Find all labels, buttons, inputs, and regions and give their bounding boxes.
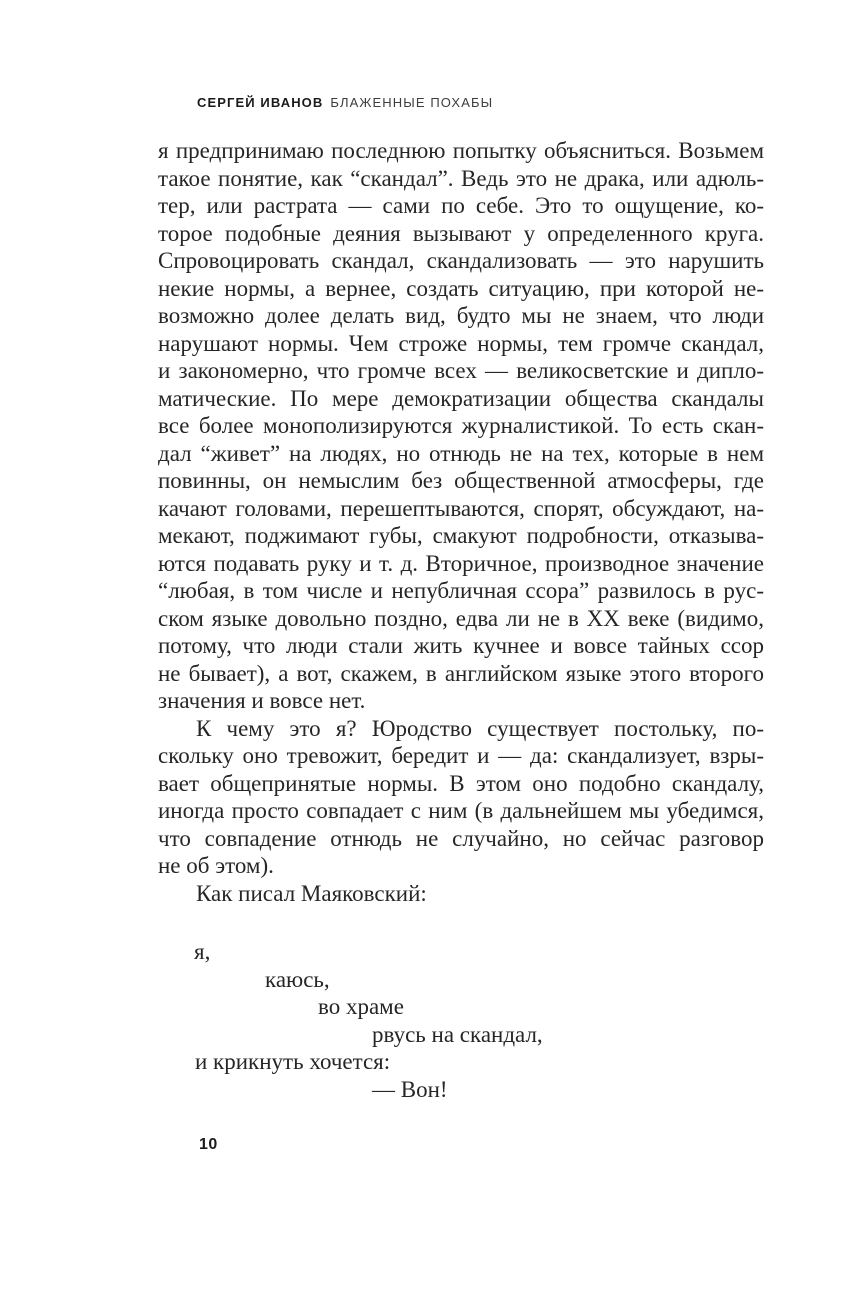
running-head-book-title: БЛАЖЕННЫЕ ПОХАБЫ xyxy=(330,95,494,110)
paragraph-2 xyxy=(158,715,764,880)
text-line: повинны, он немыслим без общественной атмосферы, где xyxy=(158,468,764,493)
mayakovsky-poem-quote xyxy=(158,938,764,1103)
text-line: нарушают нормы. Чем строже нормы, тем громче скандал, xyxy=(158,330,764,356)
poem-line: — Вон! xyxy=(372,1076,448,1102)
text-line: я предпринимаю последнюю попытку объясниться. Возьмем xyxy=(158,138,764,163)
text-line: дал “живет” на людях, но отнюдь не на тех, которые в нем xyxy=(158,440,764,466)
page-number: 10 xyxy=(199,1136,218,1153)
poem-line: каюсь, xyxy=(265,966,330,992)
poem-line: и крикнуть хочется: xyxy=(195,1049,391,1074)
text-line: К чему это я? Юродство существует постольку, по- xyxy=(196,715,764,741)
text-line: значения и вовсе нет. xyxy=(158,688,366,713)
text-line: Спровоцировать скандал, скандализовать — это нарушить xyxy=(158,248,764,273)
text-line: Как писал Маяковский: xyxy=(196,880,427,906)
text-line: что совпадение отнюдь не случайно, но сейчас разговор xyxy=(158,825,764,851)
text-line: не бывает), а вот, скажем, в английском языке этого второго xyxy=(158,660,764,686)
poem-line: рвусь на скандал, xyxy=(372,1021,543,1047)
text-line: торое подобные деяния вызывают у определенного круга. xyxy=(158,220,764,246)
paragraph-3 xyxy=(158,880,764,908)
running-head xyxy=(197,95,493,110)
text-line: скольку оно тревожит, бередит и — да: скандализует, взры- xyxy=(158,743,764,768)
poem-line: во храме xyxy=(318,994,404,1019)
text-line: вает общепринятые нормы. В этом оно подобно скандалу, xyxy=(158,770,764,796)
text-line: все более монополизируются журналистикой. То есть скан- xyxy=(158,413,764,438)
text-line: некие нормы, а вернее, создать ситуацию, при которой не- xyxy=(158,275,764,301)
text-line: качают головами, перешептываются, спорят, обсуждают, на- xyxy=(158,495,764,521)
text-line: иногда просто совпадает с ним (в дальнейшем мы убедимся, xyxy=(158,798,764,823)
text-line: потому, что люди стали жить кучнее и вовсе тайных ссор xyxy=(158,633,764,658)
body-text-block xyxy=(158,137,764,1103)
text-line: мекают, поджимают губы, смакуют подробности, отказыва- xyxy=(158,523,764,548)
text-line: и закономерно, что громче всех — великосветские и дипло- xyxy=(158,358,764,383)
text-line: возможно долее делать вид, будто мы не знаем, что люди xyxy=(158,303,764,328)
text-line: матические. По мере демократизации общества скандалы xyxy=(158,385,764,411)
text-line: не об этом). xyxy=(158,853,274,878)
text-line: “любая, в том числе и непубличная ссора” развилось в рус- xyxy=(158,578,764,603)
poem-line: я, xyxy=(194,939,211,964)
running-head-author: СЕРГЕЙ ИВАНОВ xyxy=(197,95,324,110)
paragraph-1 xyxy=(158,137,764,715)
text-line: ются подавать руку и т. д. Вторичное, производное значение xyxy=(158,550,764,576)
text-line: такое понятие, как “скандал”. Ведь это не драка, или адюль- xyxy=(158,165,764,191)
text-line: тер, или растрата — сами по себе. Это то ощущение, ко- xyxy=(158,193,764,218)
text-line: ском языке довольно поздно, едва ли не в XX веке (видимо, xyxy=(158,605,764,631)
